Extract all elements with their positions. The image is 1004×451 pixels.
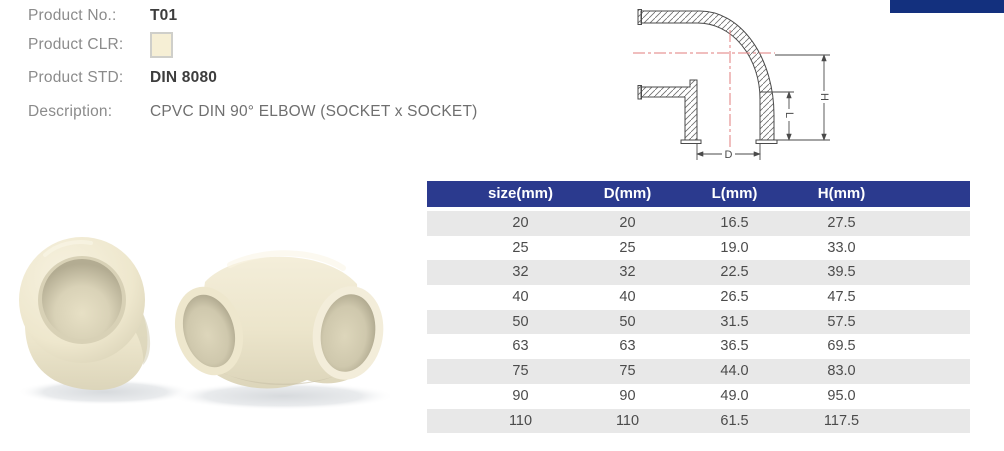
table-cell: 75 [619, 363, 636, 380]
product-color-swatch [150, 32, 173, 58]
description-row [28, 100, 477, 124]
table-cell: 117.5 [823, 412, 860, 429]
description-label: Description: [28, 103, 113, 120]
table-cell: 110 [508, 412, 533, 429]
technical-drawing [625, 0, 835, 170]
table-cell: 32 [619, 264, 636, 281]
product-photo [5, 210, 425, 450]
table-cell: 31.5 [720, 313, 749, 330]
table-cell: 36.5 [720, 338, 749, 355]
table-cell: 40 [619, 289, 636, 306]
table-cell: 69.5 [827, 338, 856, 355]
corner-accent-bar [890, 0, 1004, 13]
product-std-label: Product STD: [28, 69, 124, 86]
dim-h-label: H [818, 93, 831, 101]
table-cell: 32 [512, 264, 529, 281]
table-cell: 40 [512, 289, 529, 306]
table-cell: 20 [619, 215, 636, 231]
table-cell: 63 [619, 338, 636, 355]
elbow-section-walls [638, 10, 774, 141]
table-cell: 61.5 [720, 412, 749, 429]
table-header-cell: D(mm) [603, 185, 652, 202]
dim-l-label: L [783, 111, 796, 119]
table-header-cell: size(mm) [487, 185, 554, 202]
table-body [427, 211, 970, 433]
table-cell: 26.5 [720, 289, 749, 306]
table-header-cell: H(mm) [817, 185, 866, 202]
product-std-value: DIN 8080 [150, 69, 218, 86]
table-cell: 19.0 [720, 239, 749, 256]
table-cell: 22.5 [720, 264, 749, 281]
table-row [427, 359, 970, 384]
socket-lips [681, 140, 777, 144]
table-cell: 75 [512, 363, 529, 380]
table-cell: 83.0 [827, 363, 856, 380]
table-cell: 90 [512, 387, 529, 404]
table-cell: 49.0 [720, 387, 749, 404]
product-no-row [28, 4, 177, 28]
table-cell: 47.5 [827, 289, 856, 306]
table-cell: 33.0 [827, 239, 856, 256]
table-cell: 110 [615, 412, 640, 429]
right-elbow [165, 253, 390, 388]
product-clr-label: Product CLR: [28, 36, 124, 53]
product-clr-row [28, 33, 173, 57]
table-row [427, 384, 970, 409]
table-row [427, 334, 970, 359]
product-no-value: T01 [150, 7, 178, 24]
table-cell: 20 [512, 215, 529, 231]
table-cell: 16.5 [720, 215, 749, 231]
left-elbow [19, 237, 150, 390]
table-cell: 57.5 [827, 313, 856, 330]
dim-d-label: D [724, 149, 733, 161]
product-no-label: Product No.: [28, 7, 117, 24]
description-value: CPVC DIN 90° ELBOW (SOCKET x SOCKET) [150, 103, 478, 120]
table-cell: 63 [512, 338, 529, 355]
table-row [427, 285, 970, 310]
table-cell: 50 [512, 313, 529, 330]
table-cell: 50 [619, 313, 636, 330]
table-cell: 25 [512, 239, 529, 256]
table-cell: 90 [619, 387, 636, 404]
table-header-row [427, 181, 970, 207]
table-row [427, 236, 970, 261]
table-row [427, 211, 970, 236]
product-std-row [28, 66, 217, 90]
spec-table [427, 181, 970, 433]
table-cell: 39.5 [827, 264, 856, 281]
table-cell: 95.0 [827, 387, 856, 404]
table-row [427, 260, 970, 285]
table-cell: 44.0 [720, 363, 749, 380]
table-row [427, 310, 970, 335]
table-cell: 27.5 [827, 215, 856, 231]
table-cell: 25 [619, 239, 636, 256]
table-row [427, 409, 970, 434]
table-header-cell: L(mm) [711, 185, 758, 202]
